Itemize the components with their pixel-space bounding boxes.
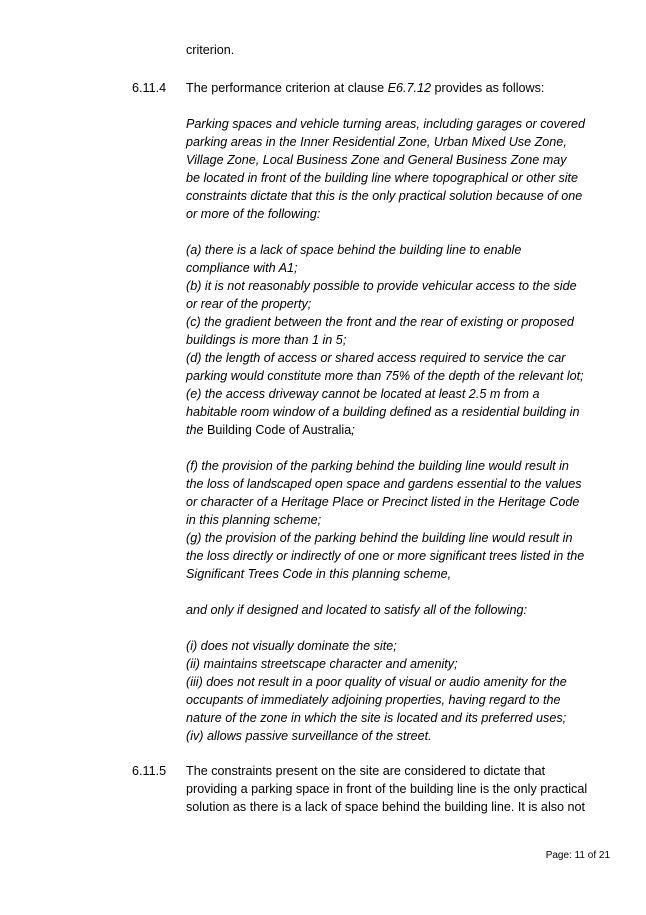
intro-text: The performance criterion at clause: [186, 81, 388, 95]
list-line: (iii) does not result in a poor quality of visual or audio amenity for the: [186, 675, 567, 689]
quote-line: Parking spaces and vehicle turning areas, including garages or covered: [186, 117, 586, 131]
list-line: occupants of immediately adjoining properties, having regard to the: [186, 693, 561, 707]
list-line: (d) the length of access or shared access required to service the car: [186, 351, 566, 365]
quote-line: and only if designed and located to satisfy all of the following:: [186, 603, 527, 617]
quote-line: parking areas in the Inner Residential Zone, Urban Mixed Use Zone,: [186, 135, 567, 149]
list-text: ;: [351, 423, 355, 437]
list-line: (c) the gradient between the front and the rear of existing or proposed: [186, 315, 574, 329]
list-line: (ii) maintains streetscape character and amenity;: [186, 657, 458, 671]
paragraph-intro: [186, 79, 544, 97]
list-line: (b) it is not reasonably possible to provide vehicular access to the side: [186, 279, 577, 293]
list-line: (g) the provision of the parking behind the building line would result in: [186, 531, 573, 545]
paragraph-line: solution as there is a lack of space behind the building line. It is also not: [186, 800, 586, 814]
list-line: (a) there is a lack of space behind the building line to enable: [186, 243, 522, 257]
list-line: (i) does not visually dominate the site;: [186, 639, 397, 653]
clause-ref: E6.7.12: [387, 81, 432, 95]
quote-line: or more of the following:: [186, 207, 321, 221]
list-text: the: [186, 423, 208, 437]
paragraph-line: The constraints present on the site are considered to dictate that: [186, 764, 546, 778]
list-line: the loss of landscaped open space and gardens essential to the values: [186, 477, 582, 491]
list-line: or character of a Heritage Place or Precinct listed in the Heritage Code: [186, 495, 580, 509]
list-line: parking would constitute more than 75% of the depth of the relevant lot;: [186, 369, 584, 383]
paragraph-line: providing a parking space in front of the building line is the only practical: [186, 782, 588, 796]
list-line: (e) the access driveway cannot be located at least 2.5 m from a: [186, 387, 540, 401]
paragraph-number: 6.11.4: [132, 81, 167, 95]
prev-paragraph-end: criterion.: [186, 43, 235, 57]
list-line: habitable room window of a building defined as a residential building in: [186, 405, 580, 419]
paragraph-number: 6.11.5: [132, 764, 167, 778]
list-line: compliance with A1;: [186, 261, 298, 275]
list-line: buildings is more than 1 in 5;: [186, 333, 347, 347]
list-line: (iv) allows passive surveillance of the street.: [186, 729, 432, 743]
list-line: [186, 421, 355, 439]
quote-line: Village Zone, Local Business Zone and General Business Zone may: [186, 153, 567, 167]
code-reference: Building Code of Australia: [207, 423, 352, 437]
list-line: in this planning scheme;: [186, 513, 322, 527]
list-line: Significant Trees Code in this planning scheme,: [186, 567, 452, 581]
list-line: or rear of the property;: [186, 297, 312, 311]
list-line: (f) the provision of the parking behind the building line would result in: [186, 459, 569, 473]
intro-text-end: provides as follows:: [431, 81, 545, 95]
page-number: Page: 11 of 21: [545, 850, 610, 861]
quote-line: be located in front of the building line where topographical or other site: [186, 171, 579, 185]
list-line: nature of the zone in which the site is located and its preferred uses;: [186, 711, 567, 725]
quote-line: constraints dictate that this is the only practical solution because of one: [186, 189, 583, 203]
list-line: the loss directly or indirectly of one or more significant trees listed in the: [186, 549, 585, 563]
